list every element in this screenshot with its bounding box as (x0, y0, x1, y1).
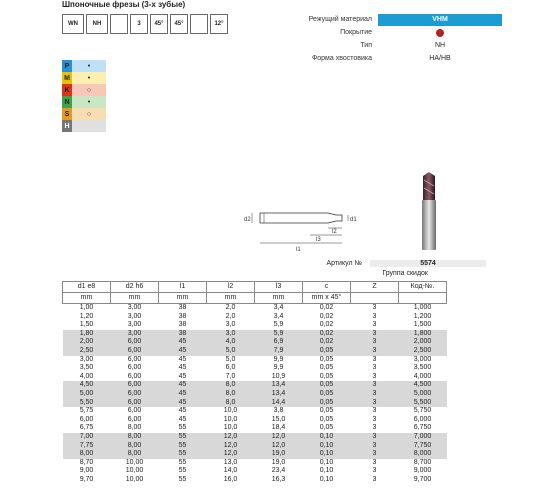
table-row (63, 450, 447, 459)
table-cell: 3 (351, 347, 399, 356)
table-row (63, 399, 447, 408)
label-l1: l1 (296, 247, 301, 253)
table-cell: 8,00 (111, 424, 159, 433)
rough-icon (190, 14, 208, 34)
table-cell: 2,000 (399, 338, 447, 347)
table-row (63, 381, 447, 390)
table-cell: 5,750 (399, 407, 447, 416)
table-cell: 6,0 (207, 364, 255, 373)
table-cell: 7,750 (399, 442, 447, 451)
property-label: Покрытие (340, 29, 372, 36)
label-d1: d1 (350, 217, 357, 223)
unit-cell: mm (159, 293, 207, 304)
table-cell: 5,000 (399, 390, 447, 399)
table-cell: 3,000 (399, 356, 447, 365)
angle-12-icon: 12° (210, 14, 228, 34)
table-cell: 12,0 (255, 442, 303, 451)
article-block (62, 258, 486, 278)
table-cell: 10,0 (207, 424, 255, 433)
table-cell: 3 (351, 450, 399, 459)
table-cell: 3,500 (399, 364, 447, 373)
unit-cell: mm (207, 293, 255, 304)
label-l2: l2 (332, 229, 337, 235)
table-cell: 9,700 (399, 476, 447, 485)
label-d2: d2 (244, 217, 251, 223)
table-cell: 5,9 (255, 330, 303, 339)
material-letter: P (62, 60, 72, 72)
table-cell: 6,00 (111, 390, 159, 399)
table-cell: 2,500 (399, 347, 447, 356)
table-cell: 3 (351, 330, 399, 339)
table-cell: 1,200 (399, 313, 447, 322)
table-cell: 0,05 (303, 364, 351, 373)
table-cell: 6,00 (111, 347, 159, 356)
table-cell: 45 (159, 347, 207, 356)
column-header: l3 (255, 282, 303, 293)
table-cell: 45 (159, 381, 207, 390)
table-cell: 5,0 (207, 356, 255, 365)
material-letter: N (62, 96, 72, 108)
label-l3: l3 (316, 237, 321, 243)
material-suitability: • (72, 60, 106, 72)
material-suitability: • (72, 72, 106, 84)
table-cell: 6,000 (399, 416, 447, 425)
unit-cell: mm x 45° (303, 293, 351, 304)
table-cell: 38 (159, 330, 207, 339)
column-header: d2 h6 (111, 282, 159, 293)
table-cell: 18,4 (255, 424, 303, 433)
material-suitability: ○ (72, 108, 106, 120)
table-cell: 8,0 (207, 381, 255, 390)
table-cell: 3 (351, 467, 399, 476)
table-cell: 0,10 (303, 467, 351, 476)
table-cell: 3 (351, 407, 399, 416)
table-cell: 7,9 (255, 347, 303, 356)
table-cell: 2,50 (63, 347, 111, 356)
material-groups (62, 60, 106, 132)
table-cell: 5,50 (63, 399, 111, 408)
property-row (268, 13, 502, 26)
table-cell: 3 (351, 416, 399, 425)
table-cell: 1,50 (63, 321, 111, 330)
table-cell: 0,05 (303, 381, 351, 390)
material-letter: S (62, 108, 72, 120)
table-cell: 55 (159, 442, 207, 451)
table-cell: 3 (351, 356, 399, 365)
table-cell: 6,00 (111, 416, 159, 425)
table-cell: 8,00 (111, 442, 159, 451)
table-cell: 23,4 (255, 467, 303, 476)
property-row (268, 52, 502, 65)
table-cell: 55 (159, 459, 207, 468)
property-label: Форма хвостовика (311, 55, 372, 62)
column-header: c (303, 282, 351, 293)
table-cell: 10,00 (111, 476, 159, 485)
table-cell: 3 (351, 313, 399, 322)
table-cell: 6,750 (399, 424, 447, 433)
table-cell: 8,000 (399, 450, 447, 459)
table-cell: 3,00 (111, 304, 159, 313)
unit-cell: mm (63, 293, 111, 304)
column-header: Z (351, 282, 399, 293)
table-row (63, 313, 447, 322)
table-cell: 3 (351, 476, 399, 485)
material-suitability: • (72, 96, 106, 108)
article-label: Артикул № (326, 259, 362, 267)
table-cell: 15,0 (255, 416, 303, 425)
table-cell: 0,02 (303, 338, 351, 347)
table-cell: 0,10 (303, 433, 351, 442)
table-cell: 6,00 (111, 373, 159, 382)
table-cell: 9,9 (255, 364, 303, 373)
material-row (62, 120, 106, 132)
table-cell: 4,50 (63, 381, 111, 390)
table-cell: 3,50 (63, 364, 111, 373)
table-row (63, 321, 447, 330)
table-row (63, 433, 447, 442)
table-cell: 3 (351, 390, 399, 399)
material-letter: M (62, 72, 72, 84)
table-cell: 19,0 (255, 459, 303, 468)
table-cell: 0,05 (303, 373, 351, 382)
property-value: VHM (378, 14, 502, 26)
table-cell: 3 (351, 424, 399, 433)
table-cell: 0,10 (303, 459, 351, 468)
table-cell: 3,00 (111, 313, 159, 322)
table-row (63, 390, 447, 399)
column-header: Код-№. (399, 282, 447, 293)
table-row (63, 416, 447, 425)
table-cell: 45 (159, 356, 207, 365)
table-cell: 0,10 (303, 476, 351, 485)
table-row (63, 467, 447, 476)
table-row (63, 424, 447, 433)
table-cell: 3,00 (111, 330, 159, 339)
table-cell: 3,0 (207, 321, 255, 330)
table-cell: 1,800 (399, 330, 447, 339)
property-row (268, 39, 502, 52)
table-cell: 9,70 (63, 476, 111, 485)
table-cell: 13,4 (255, 390, 303, 399)
table-cell: 0,05 (303, 424, 351, 433)
table-cell: 0,05 (303, 356, 351, 365)
table-cell: 45 (159, 373, 207, 382)
table-cell: 3,00 (63, 356, 111, 365)
material-row (62, 108, 106, 120)
table-cell: 3 (351, 364, 399, 373)
table-cell: 38 (159, 321, 207, 330)
property-value: HA/HB (429, 55, 451, 62)
table-cell: 14,0 (207, 467, 255, 476)
table-cell: 3 (351, 442, 399, 451)
table-cell: 9,000 (399, 467, 447, 476)
table-cell: 9,00 (63, 467, 111, 476)
table-cell: 45 (159, 390, 207, 399)
table-cell: 45 (159, 338, 207, 347)
table-cell: 3 (351, 433, 399, 442)
table-cell: 5,00 (63, 390, 111, 399)
table-cell: 0,05 (303, 390, 351, 399)
table-cell: 2,00 (63, 338, 111, 347)
table-cell: 7,0 (207, 373, 255, 382)
table-cell: 6,00 (111, 364, 159, 373)
table-cell: 10,00 (111, 459, 159, 468)
table-row (63, 330, 447, 339)
table-cell: 12,0 (255, 433, 303, 442)
table-cell: 55 (159, 450, 207, 459)
table-cell: 7,00 (63, 433, 111, 442)
tool-drawing (230, 175, 360, 255)
table-row (63, 304, 447, 313)
table-cell: 8,700 (399, 459, 447, 468)
property-label: Тип (360, 42, 372, 49)
table-cell: 4,00 (63, 373, 111, 382)
article-value: 5574 (370, 260, 486, 267)
wn-icon: WN (62, 14, 84, 34)
material-letter: H (62, 120, 72, 132)
table-cell: 38 (159, 313, 207, 322)
table-row (63, 373, 447, 382)
table-cell: 3,8 (255, 407, 303, 416)
table-cell: 1,80 (63, 330, 111, 339)
column-header: l1 (159, 282, 207, 293)
table-cell: 4,000 (399, 373, 447, 382)
table-cell: 5,9 (255, 321, 303, 330)
table-cell: 1,00 (63, 304, 111, 313)
table-cell: 0,02 (303, 330, 351, 339)
table-cell: 4,0 (207, 338, 255, 347)
table-cell: 1,000 (399, 304, 447, 313)
table-cell: 38 (159, 304, 207, 313)
table-cell: 1,20 (63, 313, 111, 322)
coating-dot-icon (436, 29, 444, 37)
table-cell: 8,70 (63, 459, 111, 468)
discount-group-label: Группа скидок (382, 269, 428, 277)
table-cell: 19,0 (255, 450, 303, 459)
material-letter: K (62, 84, 72, 96)
table-cell: 6,00 (111, 407, 159, 416)
chamfer-45-icon: 45° (170, 14, 188, 34)
table-cell: 6,75 (63, 424, 111, 433)
table-cell: 8,0 (207, 390, 255, 399)
table-cell: 3,4 (255, 313, 303, 322)
table-cell: 0,10 (303, 442, 351, 451)
table-cell: 6,9 (255, 338, 303, 347)
nh-icon: NH (86, 14, 108, 34)
table-cell: 9,9 (255, 356, 303, 365)
table-cell: 6,00 (111, 356, 159, 365)
table-cell: 55 (159, 476, 207, 485)
properties-panel (268, 13, 502, 65)
table-cell: 8,00 (111, 433, 159, 442)
table-cell: 0,05 (303, 416, 351, 425)
table-cell: 45 (159, 364, 207, 373)
table-cell: 45 (159, 416, 207, 425)
table-cell: 3 (351, 373, 399, 382)
table-cell: 5,75 (63, 407, 111, 416)
table-row (63, 338, 447, 347)
dimensions-table (62, 281, 447, 484)
table-cell: 16,0 (207, 476, 255, 485)
table-cell: 3 (351, 321, 399, 330)
table-cell: 0,05 (303, 347, 351, 356)
table-cell: 0,02 (303, 304, 351, 313)
material-suitability (72, 120, 106, 132)
table-cell: 10,0 (207, 407, 255, 416)
table-cell: 13,4 (255, 381, 303, 390)
unit-cell: mm (111, 293, 159, 304)
table-cell: 55 (159, 467, 207, 476)
ramping-icon (110, 14, 128, 34)
table-cell: 7,000 (399, 433, 447, 442)
application-icons (62, 14, 228, 34)
table-cell: 6,00 (111, 381, 159, 390)
table-cell: 1,500 (399, 321, 447, 330)
z3-icon: 3 (130, 14, 148, 34)
table-cell: 2,0 (207, 304, 255, 313)
table-cell: 12,0 (207, 450, 255, 459)
table-cell: 3 (351, 304, 399, 313)
table-cell: 45 (159, 399, 207, 408)
column-header: l2 (207, 282, 255, 293)
table-cell: 13,0 (207, 459, 255, 468)
page-title: Шпоночные фрезы (3-х зубые) (62, 0, 186, 9)
column-header: d1 e8 (63, 282, 111, 293)
table-cell: 3 (351, 399, 399, 408)
table-cell: 55 (159, 424, 207, 433)
unit-cell (351, 293, 399, 304)
table-cell: 10,00 (111, 467, 159, 476)
table-cell: 3,0 (207, 330, 255, 339)
helix-45-icon: 45° (150, 14, 168, 34)
table-cell: 14,4 (255, 399, 303, 408)
table-cell: 3 (351, 381, 399, 390)
unit-cell: mm (255, 293, 303, 304)
table-cell: 7,75 (63, 442, 111, 451)
material-row (62, 72, 106, 84)
units-row (63, 293, 447, 304)
table-cell: 0,10 (303, 450, 351, 459)
table-cell: 0,05 (303, 399, 351, 408)
property-value (378, 29, 502, 37)
unit-cell (399, 293, 447, 304)
table-row (63, 459, 447, 468)
material-row (62, 96, 106, 108)
material-row (62, 84, 106, 96)
table-row (63, 407, 447, 416)
table-cell: 5,0 (207, 347, 255, 356)
table-cell: 12,0 (207, 442, 255, 451)
table-cell: 12,0 (207, 433, 255, 442)
table-cell: 3,00 (111, 321, 159, 330)
table-row (63, 364, 447, 373)
table-cell: 55 (159, 433, 207, 442)
table-cell: 3,4 (255, 304, 303, 313)
table-cell: 3 (351, 338, 399, 347)
property-row (268, 26, 502, 39)
property-value: NH (434, 42, 446, 49)
table-row (63, 476, 447, 485)
table-cell: 8,00 (63, 450, 111, 459)
table-cell: 6,00 (63, 416, 111, 425)
table-cell: 5,500 (399, 399, 447, 408)
table-cell: 8,00 (111, 450, 159, 459)
table-cell: 8,0 (207, 399, 255, 408)
table-cell: 10,0 (207, 416, 255, 425)
property-label: Режущий материал (308, 16, 372, 23)
table-row (63, 347, 447, 356)
material-row (62, 60, 106, 72)
table-row (63, 356, 447, 365)
table-cell: 3 (351, 459, 399, 468)
table-row (63, 442, 447, 451)
table-cell: 6,00 (111, 338, 159, 347)
table-cell: 2,0 (207, 313, 255, 322)
table-cell: 0,02 (303, 313, 351, 322)
table-cell: 4,500 (399, 381, 447, 390)
table-cell: 45 (159, 407, 207, 416)
tool-photo (416, 170, 442, 252)
table-cell: 6,00 (111, 399, 159, 408)
material-suitability: ○ (72, 84, 106, 96)
table-cell: 0,02 (303, 321, 351, 330)
table-cell: 0,05 (303, 407, 351, 416)
table-cell: 16,3 (255, 476, 303, 485)
table-cell: 10,9 (255, 373, 303, 382)
